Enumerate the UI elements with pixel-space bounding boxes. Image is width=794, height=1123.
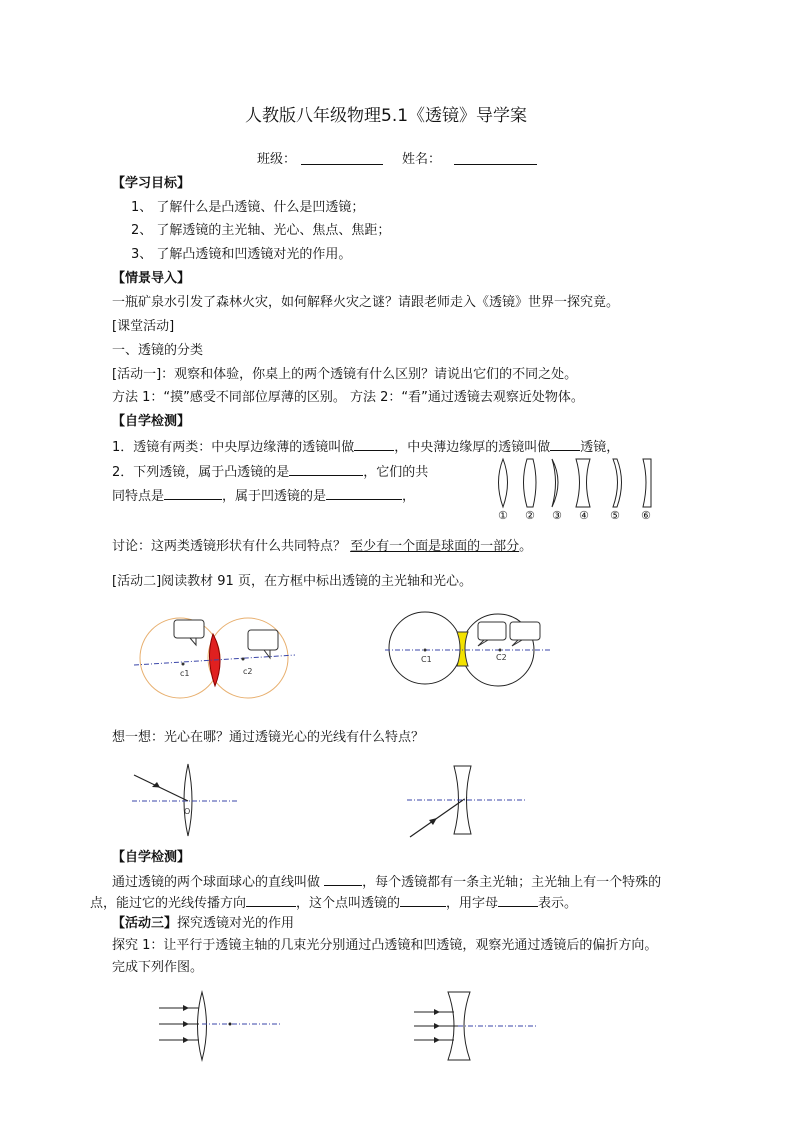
discussion-answer: 至少有一个面是球面的一部分 (350, 539, 520, 554)
class-activity-label: [课堂活动] (112, 319, 175, 334)
question-2-line1: 2．下列透镜，属于凸透镜的是 ，它们的共 (112, 462, 428, 482)
convex-meniscus-lens (613, 459, 622, 507)
blank-point-name[interactable] (400, 893, 446, 907)
biconcave-lens (576, 459, 590, 507)
activity1-methods: 方法 1：“摸”感受不同部位厚薄的区别。 方法 2：“看”通过透镜去观察近处物体。 (112, 390, 584, 405)
think-question: 想一想：光心在哪？通过透镜光心的光线有什么特点？ (112, 730, 425, 745)
blank-direction[interactable] (246, 893, 296, 907)
name-blank[interactable] (454, 151, 537, 165)
self-check2-line1: 通过透镜的两个球面球心的直线叫做 ，每个透镜都有一条主光轴；主光轴上有一个特殊的 (112, 872, 661, 892)
blank-concave-list[interactable] (326, 486, 402, 500)
activity3-heading: 【活动三】探究透镜对光的作用 (112, 916, 295, 931)
plano-concave-lens (643, 459, 651, 507)
self-check-heading: 【自学检测】 (112, 850, 191, 865)
optical-center-label: O (184, 807, 191, 816)
class-label: 班级： (257, 152, 297, 167)
callout-box (248, 630, 278, 650)
intro-heading: 【情景导入】 (112, 271, 191, 286)
activity3-complete: 完成下列作图。 (112, 960, 204, 975)
callout-box (510, 622, 540, 640)
question-1: 1．透镜有两类：中央厚边缘薄的透镜叫做 ，中央薄边缘厚的透镜叫做 透镜， (112, 437, 619, 457)
center-C1-label: C1 (421, 655, 432, 664)
convex-optical-center-diagram (130, 760, 240, 840)
intro-text: 一瓶矿泉水引发了森林火灾，如何解释火灾之谜？请跟老师走入《透镜》世界一探究竟。 (112, 295, 620, 310)
self-check2-line2: 点，能过它的光线传播方向 ，这个点叫透镜的 ，用字母 表示。 (90, 893, 577, 913)
objective-item: 1、 了解什么是凸透镜、什么是凹透镜； (131, 200, 365, 215)
concave-lens-shape (457, 632, 468, 666)
blank-concave[interactable] (550, 437, 580, 451)
center-c2-label: c2 (243, 667, 253, 676)
center-c1-label: c1 (180, 669, 190, 678)
plano-convex-lens (524, 459, 537, 507)
discussion: 讨论：这两类透镜形状有什么共同特点？ 至少有一个面是球面的一部分。 (112, 539, 533, 554)
lens-number-5: ⑤ (610, 509, 620, 522)
lens-number-2: ② (525, 509, 535, 522)
convex-parallel-rays-diagram (155, 990, 285, 1065)
blank-convex[interactable] (354, 437, 394, 451)
concave-lens-axis-diagram (380, 612, 555, 694)
blank-common-feature[interactable] (164, 486, 222, 500)
convex-lens-axis-diagram (130, 610, 305, 695)
blank-convex-list[interactable] (289, 462, 363, 476)
biconvex-lens (499, 459, 508, 507)
ray-through-center (134, 775, 188, 801)
activity1-question: [活动一]：观察和体验，你桌上的两个透镜有什么区别？请说出它们的不同之处。 (112, 367, 578, 382)
objective-item: 3、 了解凸透镜和凹透镜对光的作用。 (131, 247, 352, 262)
objectives-heading: 【学习目标】 (112, 176, 191, 191)
meniscus-lens (552, 459, 558, 507)
lens-number-6: ⑥ (641, 509, 651, 522)
blank-letter[interactable] (498, 893, 538, 907)
section-lens-classification: 一、透镜的分类 (112, 343, 204, 358)
objective-item: 2、 了解透镜的主光轴、光心、焦点、焦距； (131, 223, 391, 238)
concave-parallel-rays-diagram (410, 990, 540, 1065)
blank-principal-axis[interactable] (324, 872, 362, 886)
page-title: 人教版八年级物理5.1《透镜》导学案 (245, 106, 528, 126)
lens-types-figure (490, 455, 670, 525)
name-label: 姓名： (402, 152, 442, 167)
concave-optical-center-diagram (405, 762, 530, 842)
center-C2-label: C2 (496, 653, 507, 662)
question-2-line2: 同特点是 ，属于凹透镜的是 ， (112, 486, 415, 506)
activity2: [活动二]阅读教材 91 页，在方框中标出透镜的主光轴和光心。 (112, 574, 472, 589)
lens-number-3: ③ (552, 509, 562, 522)
class-blank[interactable] (301, 151, 383, 165)
activity3-explore: 探究 1：让平行于透镜主轴的几束光分别通过凸透镜和凹透镜，观察光通过透镜后的偏折方向。 (112, 938, 658, 953)
lens-number-4: ④ (579, 509, 589, 522)
self-check-heading: 【自学检测】 (112, 414, 191, 429)
lens-number-1: ① (498, 509, 508, 522)
